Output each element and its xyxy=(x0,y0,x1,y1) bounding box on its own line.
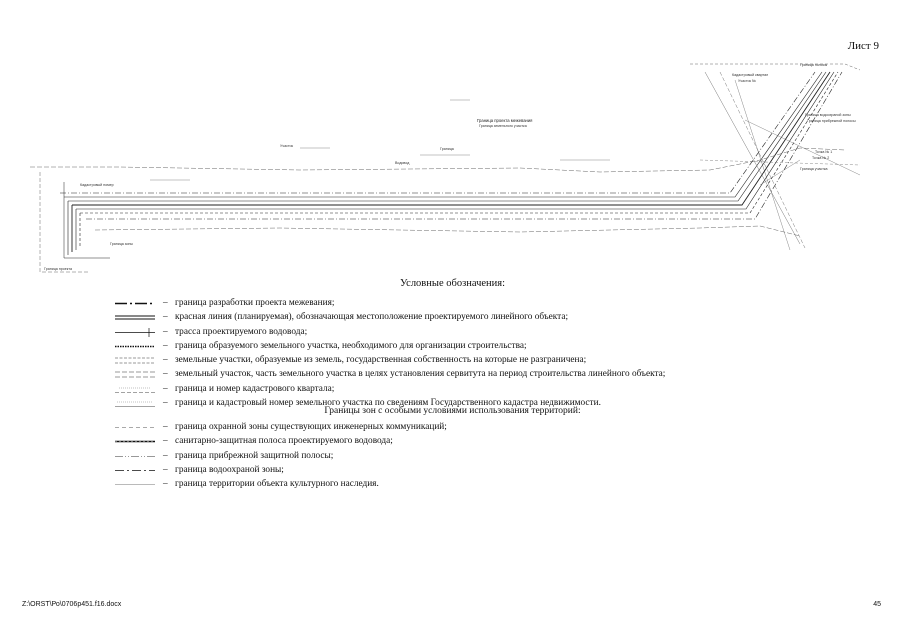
legend-text: санитарно-защитная полоса проектируемого водовода; xyxy=(175,436,393,447)
site-plan-drawing xyxy=(0,0,905,300)
footer-page-number: 45 xyxy=(873,601,881,608)
legend-text: трасса проектируемого водовода; xyxy=(175,326,308,337)
plan-label: Точка № 1 xyxy=(815,150,833,154)
legend-text: граница образуемого земельного участка, необходимого для организации строительства; xyxy=(175,340,527,351)
legend-symbol-project-boundary xyxy=(115,298,155,309)
zones-legend xyxy=(115,420,775,491)
legend-title: Условные обозначения: xyxy=(399,278,505,289)
zones-subheading: Границы зон с особыми условиями использования территорий: xyxy=(324,406,581,416)
plan-label: Кадастровый квартал xyxy=(732,73,769,77)
legend-symbol-heritage-territory xyxy=(115,479,155,490)
legend-item xyxy=(115,382,775,396)
plan-label: Граница полосы xyxy=(800,63,828,67)
footer-file-path: Z:\ОRSТ\Ро\0706р451.f16.docx xyxy=(22,601,122,608)
legend-item xyxy=(115,463,775,477)
legend-text: граница охранной зоны существующих инженерных коммуникаций; xyxy=(175,422,447,432)
legend-dash: – xyxy=(163,436,168,447)
legend-text: граница водоохраной зоны; xyxy=(175,464,284,475)
legend-symbol-water-protection-zone xyxy=(115,465,155,476)
pipeline-route xyxy=(30,64,860,272)
plan-label: Граница участка xyxy=(800,167,828,171)
legend-dash: – xyxy=(163,326,168,337)
plan-label: Водовод xyxy=(395,161,410,165)
plan-label: Кадастровый номер xyxy=(80,183,114,187)
legend-dash: – xyxy=(163,355,168,366)
plan-label: Участок № xyxy=(738,79,756,83)
legend-item xyxy=(115,310,775,324)
legend-dash: – xyxy=(163,298,168,308)
legend-dash: – xyxy=(163,312,168,323)
legend-item xyxy=(115,353,775,367)
legend-text: красная линия (планируемая), обозначающая местоположение проектируемого линейного объекта; xyxy=(175,312,569,323)
legend-item xyxy=(115,339,775,353)
legend-text: земельные участки, образуемые из земель, государственная собственность на которые не разграничена; xyxy=(175,355,587,366)
legend-item xyxy=(115,296,775,310)
plan-label: Граница зоны xyxy=(110,242,133,246)
plan-label: Граница xyxy=(440,147,454,151)
legend-text: граница территории объекта культурного наследия. xyxy=(175,479,379,490)
legend-dash: – xyxy=(163,398,168,409)
legend-text: граница разработки проекта межевания; xyxy=(175,298,335,308)
plan-labels xyxy=(44,63,856,271)
legend-symbol-sanitary-strip xyxy=(115,436,155,447)
legend-dash: – xyxy=(163,464,168,475)
legend-symbol-utility-protection-zone xyxy=(115,422,155,433)
plan-label: Граница проекта межевания xyxy=(477,118,533,123)
plan-label: Граница прибрежной полосы xyxy=(807,119,856,123)
sheet-number: Лист 9 xyxy=(847,40,879,52)
legend-symbol-water-main xyxy=(115,327,155,338)
plan-label: Граница водоохраной зоны xyxy=(805,113,851,117)
legend-symbol-construction-parcel xyxy=(115,341,155,352)
plan-label: Участок xyxy=(280,144,294,148)
legend-dash: – xyxy=(163,422,168,432)
legend-item xyxy=(115,449,775,463)
legend-item xyxy=(115,420,775,434)
legend-item xyxy=(115,367,775,381)
plan-label: Граница земельного участка xyxy=(479,124,527,128)
legend-item xyxy=(115,325,775,339)
legend-text: граница и номер кадастрового квартала; xyxy=(175,383,335,394)
legend-symbol-coastal-strip xyxy=(115,451,155,462)
legend-symbol-state-land xyxy=(115,355,155,366)
legend-dash: – xyxy=(163,479,168,490)
plan-label: Точка № 2 xyxy=(812,156,830,160)
legend-symbol-servitude xyxy=(115,369,155,380)
legend-item xyxy=(115,477,775,491)
legend xyxy=(115,296,775,410)
legend-item xyxy=(115,434,775,448)
legend-dash: – xyxy=(163,383,168,394)
legend-text: земельный участок, часть земельного участка в целях установления сервитута на период строительства линейного объекта; xyxy=(175,369,666,380)
legend-dash: – xyxy=(163,369,168,380)
plan-label: Граница проекта xyxy=(44,267,72,271)
legend-dash: – xyxy=(163,450,168,461)
legend-dash: – xyxy=(163,340,168,351)
legend-symbol-red-line xyxy=(115,312,155,323)
legend-text: граница прибрежной защитной полосы; xyxy=(175,450,334,461)
legend-symbol-cadastral-quarter xyxy=(115,384,155,395)
legend-text: граница и кадастровый номер земельного участка по сведениям Государственного кадастра недвижимости. xyxy=(175,398,601,409)
